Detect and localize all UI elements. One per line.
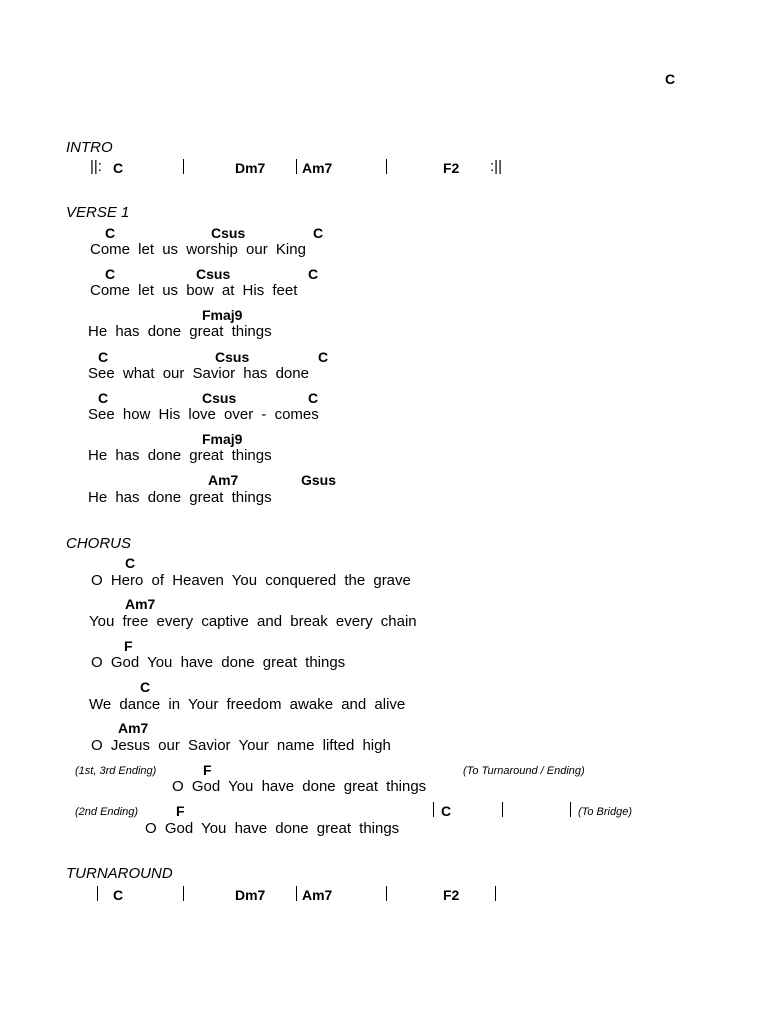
turnaround-heading: TURNAROUND bbox=[66, 865, 173, 882]
chord-symbol: C bbox=[308, 266, 319, 282]
bar-line bbox=[570, 802, 571, 817]
ending-1-note: (To Turnaround / Ending) bbox=[463, 765, 585, 777]
chord-symbol: C bbox=[318, 349, 329, 365]
bar-line bbox=[183, 886, 184, 901]
lyric-line: O God You have done great things bbox=[91, 654, 346, 671]
song-key: C bbox=[665, 71, 676, 87]
ending-2-label: (2nd Ending) bbox=[75, 806, 138, 818]
lyric-line: O Hero of Heaven You conquered the grave bbox=[91, 572, 411, 589]
intro-heading: INTRO bbox=[66, 139, 113, 156]
chord-symbol: C bbox=[140, 679, 151, 695]
lyric-line: Come let us bow at His feet bbox=[90, 282, 298, 299]
lyric-line: He has done great things bbox=[88, 447, 272, 464]
lyric-line: Come let us worship our King bbox=[90, 241, 306, 258]
chord-symbol: Csus bbox=[202, 390, 237, 406]
chord-symbol: Fmaj9 bbox=[202, 431, 243, 447]
intro-chord: C bbox=[113, 160, 124, 176]
ending-1-label: (1st, 3rd Ending) bbox=[75, 765, 157, 777]
chord-symbol: C bbox=[125, 555, 136, 571]
bar-line bbox=[386, 159, 387, 174]
lyric-line: O Jesus our Savior Your name lifted high bbox=[91, 737, 391, 754]
chord-symbol: Am7 bbox=[208, 472, 239, 488]
chord-symbol: C bbox=[441, 803, 452, 819]
lyric-line: See what our Savior has done bbox=[88, 365, 309, 382]
chord-symbol: F bbox=[176, 803, 185, 819]
turnaround-chord: C bbox=[113, 887, 124, 903]
lyric-line: O God You have done great things bbox=[172, 778, 427, 795]
bar-line bbox=[296, 159, 297, 174]
bar-line bbox=[502, 802, 503, 817]
chord-symbol: Csus bbox=[215, 349, 250, 365]
bar-line bbox=[495, 886, 496, 901]
turnaround-chord: F2 bbox=[443, 887, 460, 903]
intro-chord: F2 bbox=[443, 160, 460, 176]
chord-symbol: C bbox=[308, 390, 319, 406]
lyric-line: He has done great things bbox=[88, 489, 272, 506]
chorus-heading: CHORUS bbox=[66, 535, 132, 552]
chord-symbol: Am7 bbox=[118, 720, 149, 736]
chord-symbol: C bbox=[98, 390, 109, 406]
lyric-line: We dance in Your freedom awake and alive bbox=[89, 696, 406, 713]
chord-symbol: C bbox=[105, 266, 116, 282]
turnaround-chord: Dm7 bbox=[235, 887, 266, 903]
chord-symbol: Csus bbox=[196, 266, 231, 282]
bar-line bbox=[386, 886, 387, 901]
ending-2-note: (To Bridge) bbox=[578, 806, 633, 818]
verse-heading: VERSE 1 bbox=[66, 204, 130, 221]
chord-symbol: C bbox=[98, 349, 109, 365]
chord-symbol: Fmaj9 bbox=[202, 307, 243, 323]
chord-symbol: F bbox=[203, 762, 212, 778]
bar-line bbox=[97, 886, 98, 901]
chord-symbol: Csus bbox=[211, 225, 246, 241]
bar-line bbox=[433, 802, 434, 817]
chord-symbol: C bbox=[313, 225, 324, 241]
repeat-open-sign: ||: bbox=[90, 158, 102, 175]
lyric-line: You free every captive and break every chain bbox=[89, 613, 417, 630]
lyric-line: He has done great things bbox=[88, 323, 272, 340]
lyric-line: O God You have done great things bbox=[145, 820, 400, 837]
intro-chord: Dm7 bbox=[235, 160, 266, 176]
lyric-line: See how His love over - comes bbox=[88, 406, 319, 423]
repeat-close-sign: :|| bbox=[490, 158, 502, 175]
chord-symbol: Gsus bbox=[301, 472, 337, 488]
chord-symbol: C bbox=[105, 225, 116, 241]
chord-symbol: F bbox=[124, 638, 133, 654]
bar-line bbox=[183, 159, 184, 174]
turnaround-chord: Am7 bbox=[302, 887, 333, 903]
intro-chord: Am7 bbox=[302, 160, 333, 176]
chord-symbol: Am7 bbox=[125, 596, 156, 612]
bar-line bbox=[296, 886, 297, 901]
